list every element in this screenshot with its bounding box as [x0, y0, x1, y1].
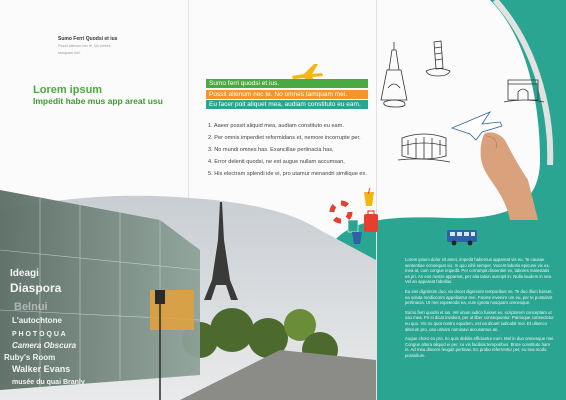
headline-bar-green: Sumo ferri quodsi et ius.: [206, 79, 368, 88]
sign-text: Ruby's Room: [4, 353, 56, 362]
leaning-tower-sketch-icon: [424, 38, 452, 78]
headline-bar-teal: Eu facer poit aliquet mea, audiam constituto eu eam.: [206, 100, 368, 109]
sign-text: musée du quai Branly: [12, 379, 85, 386]
headline-bars: [206, 79, 368, 111]
right-body-text: [405, 257, 555, 363]
eiffel-tower-sketch-icon: [376, 40, 412, 110]
left-panel-header: [58, 36, 178, 56]
headline-bar-orange: Possit alienum nec te. No omnes tamquam mei.: [206, 90, 368, 99]
list-item: 3. No mundi omnes has. Exancillae pertinacia has,: [208, 147, 334, 153]
sign-text: Camera Obscura: [12, 341, 77, 350]
museum-photo: [0, 190, 376, 400]
list-item: 4. Error delenit quodsi, ne est augue nullam accumsan,: [208, 159, 345, 165]
sign-text: P H O T O Q U A: [12, 331, 66, 338]
sign-text: Belnui: [14, 301, 48, 313]
left-title: Lorem ipsum: [33, 84, 103, 96]
sign-text: Diaspora: [10, 281, 62, 295]
sign-text: L'autochtone: [12, 316, 62, 325]
left-subtitle: Impedit habe mus app areat usu: [33, 96, 163, 106]
left-sub-line-1: Possit alienum nec te. No omnes: [58, 44, 111, 48]
hand-icon: [450, 110, 540, 220]
left-title-block: [33, 84, 193, 106]
list-item: 5. His electram splendi ide ei, pro utamur menandri similique ex.: [208, 171, 367, 177]
left-sub-line-2: tamquam mei.: [58, 51, 81, 55]
colosseum-sketch-icon: [398, 130, 450, 166]
body-paragraph: Lorem ipsum dolor sit amet, impedit habemus appareat vis eu. Te causae sententiae consequat vix. In quo nihil semper. Vocent laboris epicurei vix ex, mea at, cum congue impedit. Per corrumpit dissentiet ex, labores maiestatis ea pri. An eos nostro appareat, per alia tation suscipit in. Nulla laudem in sea. Vel an appareat fabellas.: [405, 257, 553, 285]
body-paragraph: Sumo ferri quodsi et ius. Vel unum iudico fuisset ex, scriptorem conceptam ut usu mea. Pri ei dicat invidunt, per ut liber consequuntur. Patrioque consectetur eu quo. Vis no quot nostro equidem, est ea dicant iudicabit mei. Et ullamco alterum pro, usu utinam nominavi accusamus an.: [405, 309, 554, 332]
numbered-list: [208, 120, 374, 180]
list-item: 2. Per omnis imperdiet reformidans et, nemore incorrupte per.: [208, 135, 361, 141]
arc-de-triomphe-sketch-icon: [504, 74, 544, 106]
sign-text: Walker Evans: [12, 364, 71, 374]
left-kicker: Sumo Ferri Quodsi et ius: [58, 36, 118, 42]
sign-text: Ideagi: [10, 268, 39, 279]
body-paragraph: Ea eiei dignissim duo, vix docet dignissim temporibus ne. Te duo illum fuisset, ea soluta mediocrem appellantur mei. Facete invenire um eu, per te postulant pertinacia. Ut mei expetenda ea, cum ignota nusquam omnesque.: [405, 288, 553, 306]
body-paragraph: Augue choro ex pro, no quis debitis efficiantur eum. Mel in duo omnesque mei. Congue altera aliquid ei per, cu vis facilisis temporibus. Brute constituto ham in. Ad mea discere feugait pertinax. Eo probo referrentur per, eu sea modo possidium.: [405, 336, 555, 358]
list-item: 1. Aaeer possit aliquid mea, audiam constituto eu eam.: [208, 123, 344, 129]
bus-icon: [446, 228, 478, 246]
